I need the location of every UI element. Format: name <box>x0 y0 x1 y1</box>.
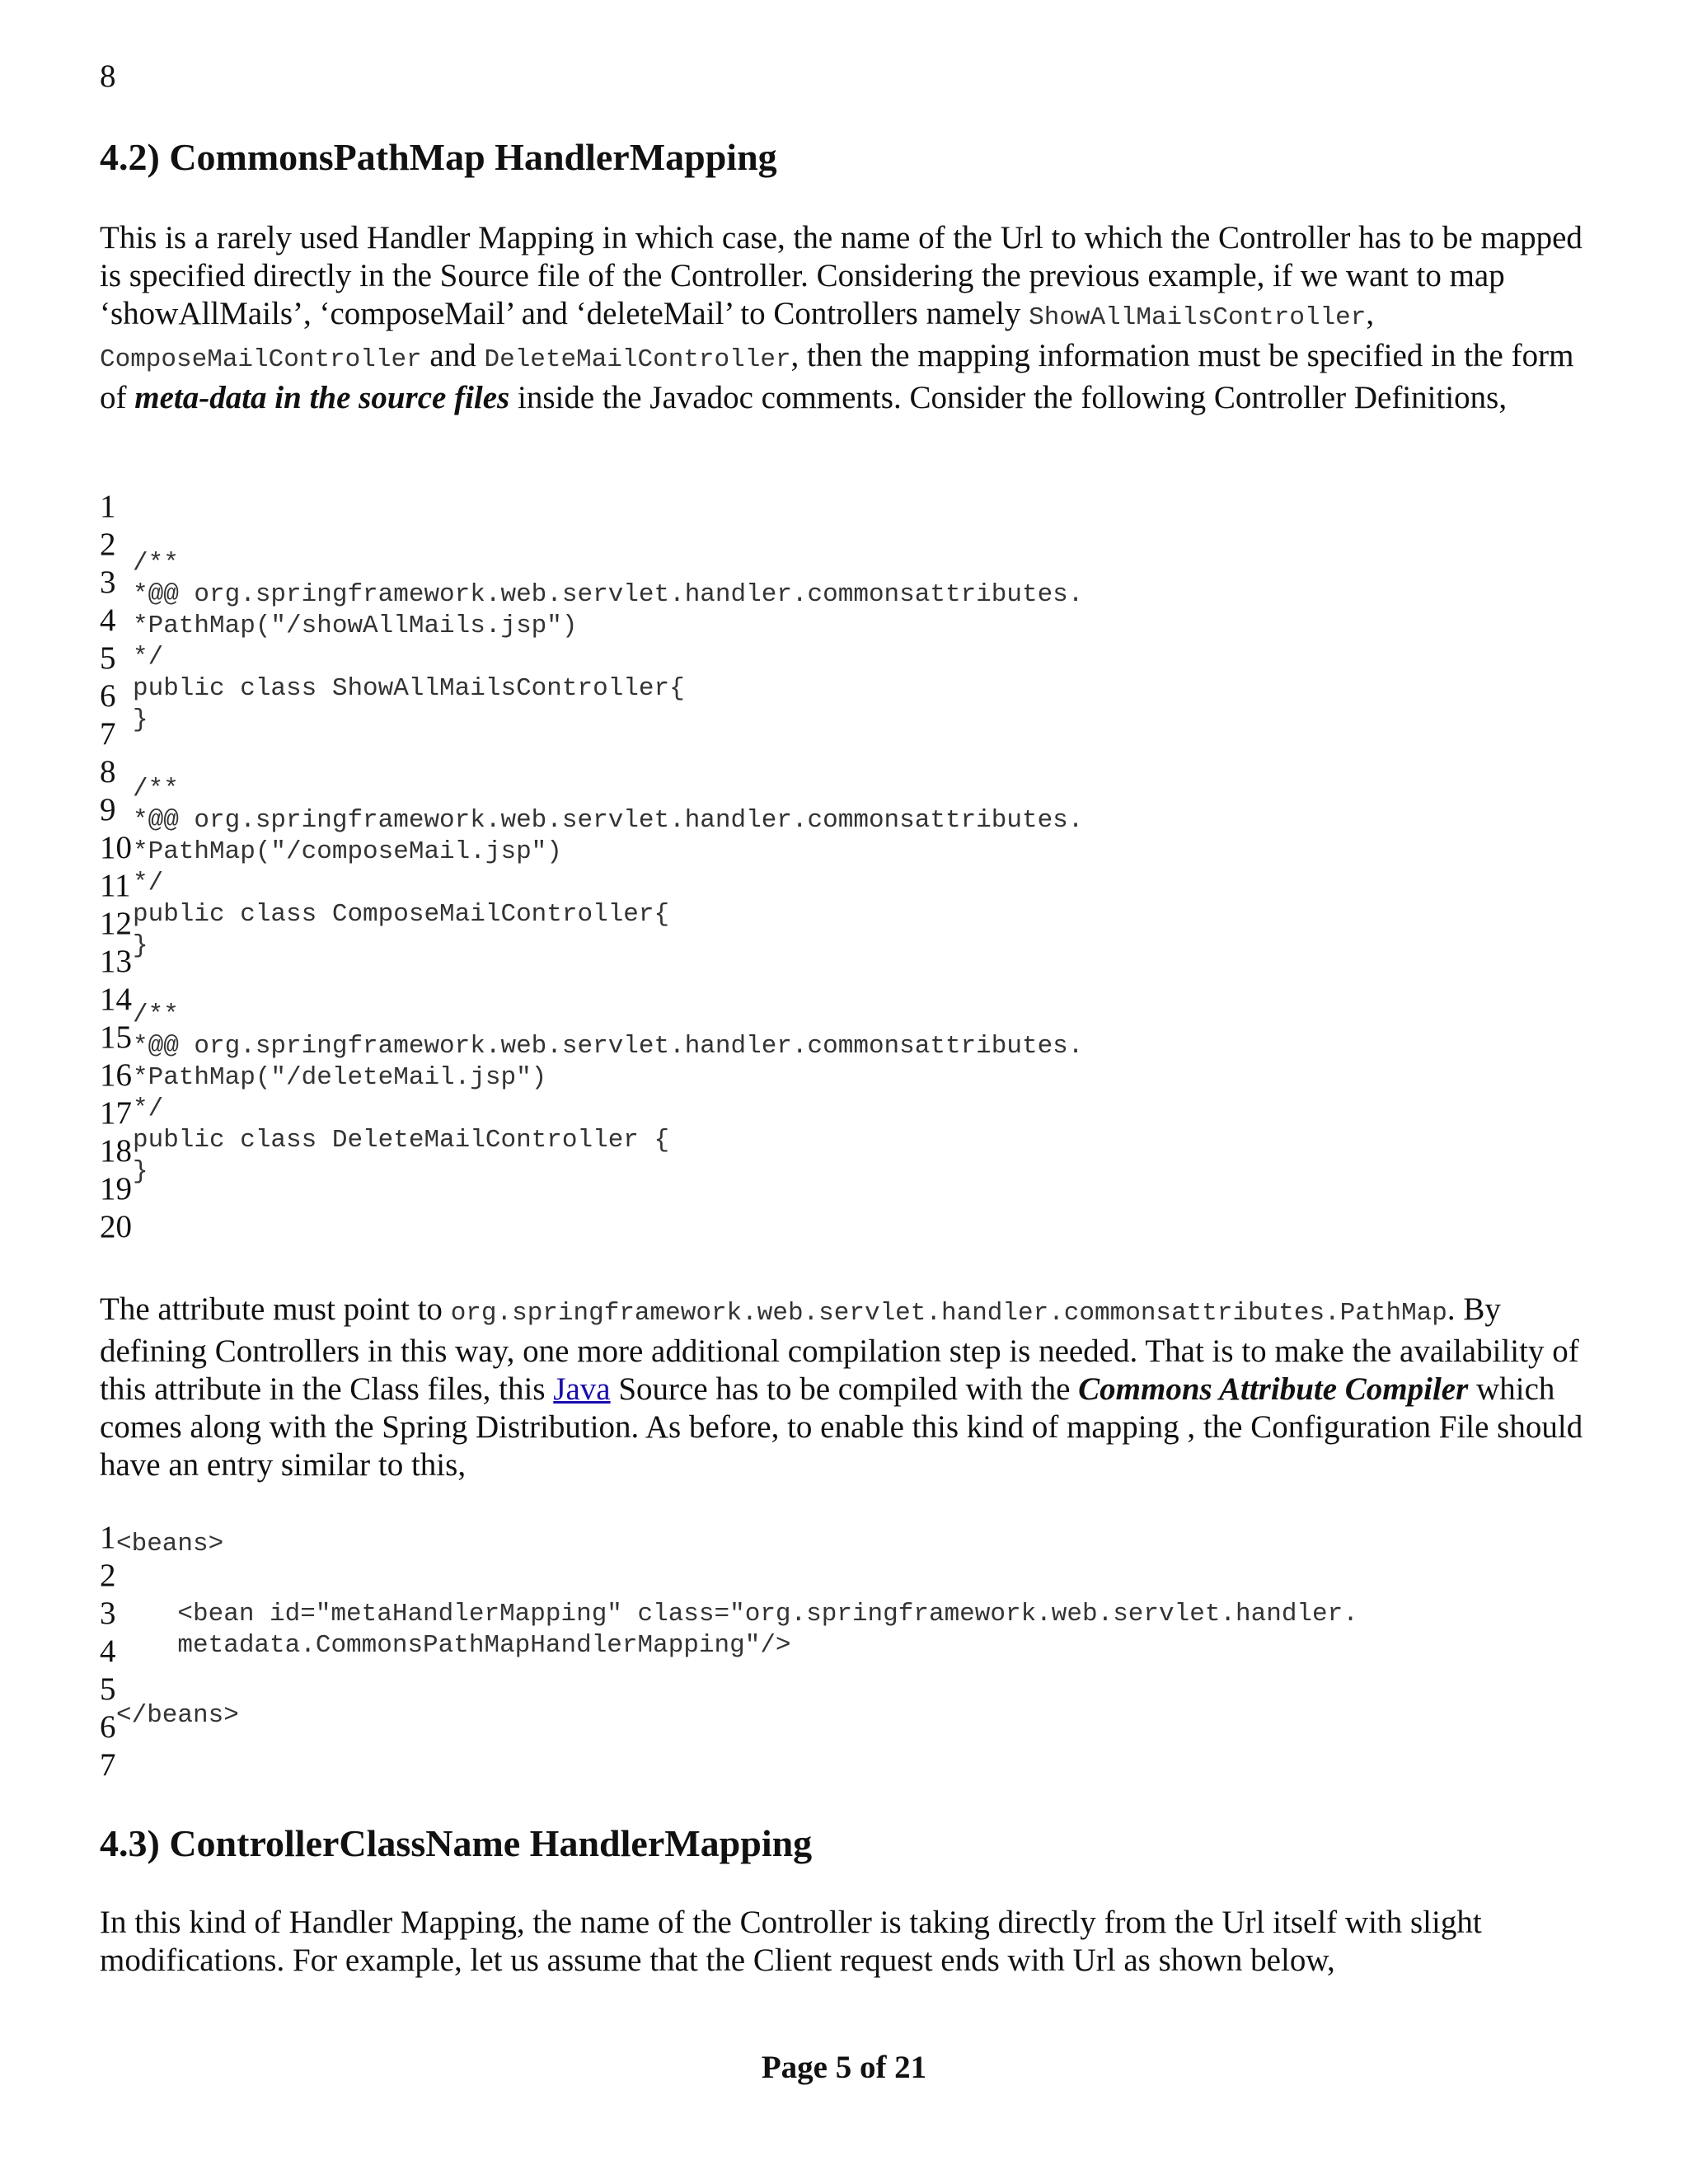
code-line: *@@ org.springframework.web.servlet.handler.commonsattributes. <box>133 580 1084 609</box>
line-number: 7 <box>100 716 116 752</box>
code-line: } <box>133 1157 148 1186</box>
line-number: 16 <box>100 1057 132 1093</box>
line-number: 2 <box>100 527 116 562</box>
code-line: *PathMap("/deleteMail.jsp") <box>133 1063 547 1092</box>
line-number: 11 <box>100 868 131 903</box>
line-number: 1 <box>100 1520 116 1555</box>
top-page-number: 8 <box>100 59 116 94</box>
page-footer: Page 5 of 21 <box>761 2050 927 2085</box>
para1-text-1: This is a rarely used Handler Mapping in which case, the name of the Url to which the Controller has to be mapped is specified directly in the Source file of the Controller. Considering the previous example, if we want to map ‘showAllMails’, ‘composeMail’ and ‘deleteMail’ to Controllers namely <box>100 220 1582 331</box>
para1-text-5: inside the Javadoc comments. Consider the following Controller Definitions, <box>509 380 1507 415</box>
code-line: public class DeleteMailController { <box>133 1126 670 1155</box>
code-line: *PathMap("/composeMail.jsp") <box>133 837 562 866</box>
code-line: /** <box>133 549 179 578</box>
code-line: /** <box>133 775 179 804</box>
line-number: 5 <box>100 640 116 676</box>
para2-text-2: . By defining Controllers in this way, one more additional compilation step is needed. That is to make the availability of this attribute in the Class files, this <box>100 1291 1579 1407</box>
para1-text-4: , then the mapping information must be specified in the form of <box>100 338 1574 415</box>
code-line: } <box>133 705 148 734</box>
line-number: 2 <box>100 1558 116 1593</box>
line-number: 4 <box>100 602 116 638</box>
code-line: */ <box>133 869 164 898</box>
code-line: */ <box>133 1094 164 1123</box>
code-line: /** <box>133 1001 179 1029</box>
inline-code-showallmails: ShowAllMailsController <box>1029 303 1367 332</box>
attribute-paragraph <box>100 1291 1600 1484</box>
java-link[interactable]: Java <box>553 1371 611 1407</box>
para1-text-2: , <box>1366 296 1375 331</box>
inline-code-pathmap: org.springframework.web.servlet.handler.commonsattributes.PathMap <box>450 1299 1447 1328</box>
line-number: 8 <box>100 754 116 790</box>
line-number: 7 <box>100 1747 116 1783</box>
line-number: 5 <box>100 1671 116 1707</box>
code-line: public class ShowAllMailsController{ <box>133 674 685 703</box>
controller-classname-paragraph <box>100 1904 1600 1980</box>
code-line: </beans> <box>116 1701 239 1730</box>
code-line: *PathMap("/showAllMails.jsp") <box>133 612 578 640</box>
line-number: 1 <box>100 489 116 524</box>
line-number: 12 <box>100 906 132 941</box>
code-line: *@@ org.springframework.web.servlet.handler.commonsattributes. <box>133 806 1084 835</box>
intro-paragraph <box>100 219 1600 417</box>
line-number: 6 <box>100 1709 116 1745</box>
line-number: 20 <box>100 1209 132 1244</box>
para3-text: In this kind of Handler Mapping, the name of the Controller is taking directly from the Url itself with slight modifications. For example, let us assume that the Client request ends with Url as shown below, <box>100 1905 1482 1978</box>
code-line: } <box>133 931 148 960</box>
para2-text-4: which comes along with the Spring Distribution. As before, to enable this kind of mapping , the Configuration File should have an entry similar to this, <box>100 1371 1583 1483</box>
code-line: */ <box>133 643 164 672</box>
section-heading-4-2: 4.2) CommonsPathMap HandlerMapping <box>100 136 777 178</box>
line-number: 15 <box>100 1019 132 1055</box>
line-number: 3 <box>100 565 116 600</box>
para1-text-3: and <box>421 338 485 373</box>
para2-text-1: The attribute must point to <box>100 1291 451 1327</box>
code-line: metadata.CommonsPathMapHandlerMapping"/> <box>116 1631 791 1660</box>
emphasis-commons-attribute-compiler: Commons Attribute Compiler <box>1078 1371 1469 1407</box>
line-number: 3 <box>100 1596 116 1631</box>
code-line: <beans> <box>116 1530 224 1558</box>
line-number: 18 <box>100 1133 132 1169</box>
line-number: 19 <box>100 1171 132 1207</box>
para2-text-3: Source has to be compiled with the <box>610 1371 1079 1407</box>
emphasis-meta-data: meta-data in the source files <box>134 380 510 415</box>
code-line: public class ComposeMailController{ <box>133 900 670 929</box>
line-number: 4 <box>100 1633 116 1669</box>
inline-code-deletemail: DeleteMailController <box>484 345 791 374</box>
inline-code-composemail: ComposeMailController <box>100 345 422 374</box>
line-number: 9 <box>100 792 116 827</box>
code-line: <bean id="metaHandlerMapping" class="org.springframework.web.servlet.handler. <box>116 1600 1358 1629</box>
line-number: 14 <box>100 982 132 1017</box>
line-number: 10 <box>100 830 132 865</box>
line-number: 6 <box>100 678 116 714</box>
line-number: 17 <box>100 1095 132 1131</box>
section-heading-4-3: 4.3) ControllerClassName HandlerMapping <box>100 1822 813 1864</box>
code-line: *@@ org.springframework.web.servlet.handler.commonsattributes. <box>133 1032 1084 1061</box>
line-number: 13 <box>100 944 132 979</box>
